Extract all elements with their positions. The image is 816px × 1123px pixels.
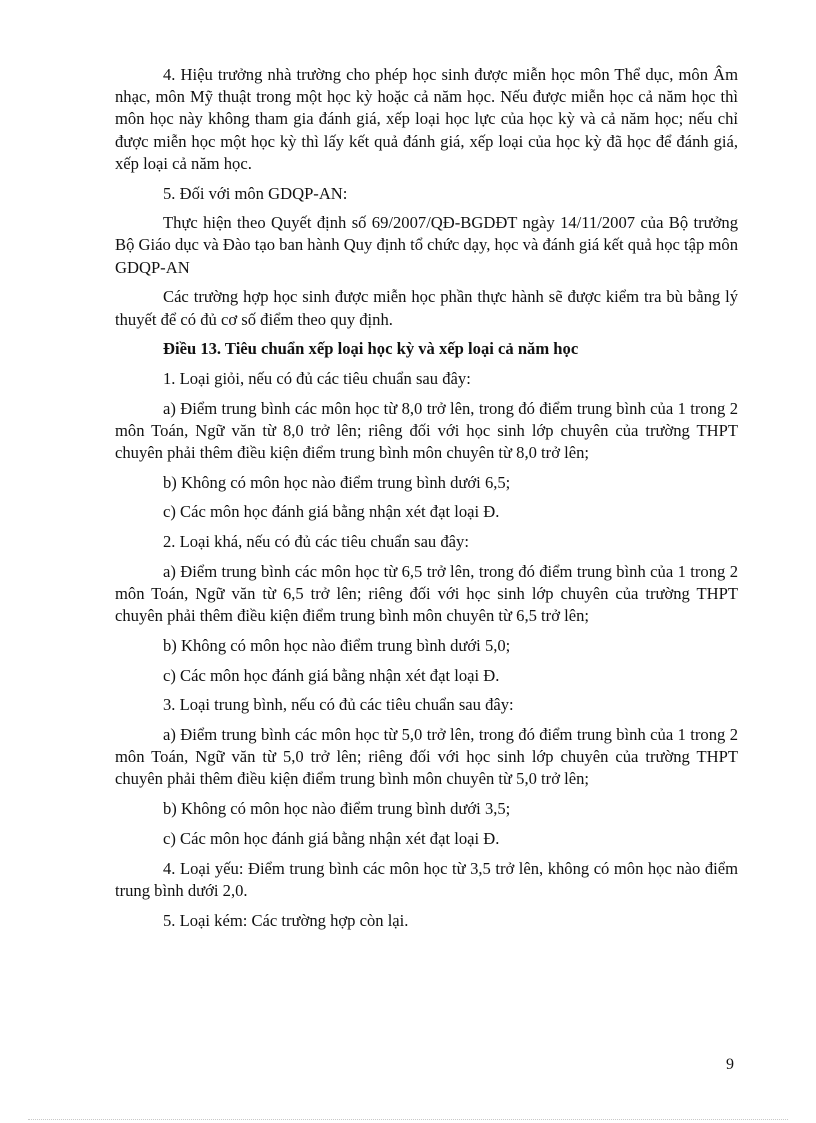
paragraph-weak: 4. Loại yếu: Điểm trung bình các môn học từ 3,5 trở lên, không có môn học nào điểm trung bình dưới 2,0. [115, 858, 738, 900]
paragraph-gdqp-decision: Thực hiện theo Quyết định số 69/2007/QĐ-BGDĐT ngày 14/11/2007 của Bộ trưởng Bộ Giáo dục và Đào tạo ban hành Quy định tổ chức dạy, học và đánh giá kết quả học tập môn GDQP-AN [115, 213, 738, 277]
paragraph-excellent-b: b) Không có môn học nào điểm trung bình dưới 6,5; [163, 472, 511, 492]
paragraph-gdqp-makeup: Các trường hợp học sinh được miễn học phần thực hành sẽ được kiểm tra bù bằng lý thuyết để có đủ cơ số điểm theo quy định. [115, 287, 738, 329]
article-13-heading: Điều 13. Tiêu chuẩn xếp loại học kỳ và xếp loại cả năm học [163, 339, 579, 359]
paragraph-good-criteria: 2. Loại khá, nếu có đủ các tiêu chuẩn sau đây: [163, 532, 469, 552]
paragraph-average-a: a) Điểm trung bình các môn học từ 5,0 trở lên, trong đó điểm trung bình của 1 trong 2 môn Toán, Ngữ văn từ 5,0 trở lên; riêng đối với học sinh lớp chuyên của trường THPT chuyên phải thêm điều kiện điểm trung bình môn chuyên từ 5,0 trở lên; [115, 725, 738, 789]
paragraph-good-a: a) Điểm trung bình các môn học từ 6,5 trở lên, trong đó điểm trung bình của 1 trong 2 môn Toán, Ngữ văn từ 6,5 trở lên; riêng đối với học sinh lớp chuyên của trường THPT chuyên phải thêm điều kiện điểm trung bình môn chuyên từ 6,5 trở lên; [115, 561, 738, 626]
paragraph-gdqp-heading: 5. Đối với môn GDQP-AN: [163, 183, 348, 203]
paragraph-excellent-a: a) Điểm trung bình các môn học từ 8,0 trở lên, trong đó điểm trung bình của 1 trong 2 môn Toán, Ngữ văn từ 8,0 trở lên; riêng đối với học sinh lớp chuyên của trường THPT chuyên phải thêm điều kiện điểm trung bình môn chuyên từ 8,0 trở lên; [115, 398, 738, 463]
paragraph-average-criteria: 3. Loại trung bình, nếu có đủ các tiêu chuẩn sau đây: [163, 695, 514, 715]
paragraph-excellent-criteria: 1. Loại giỏi, nếu có đủ các tiêu chuẩn sau đây: [163, 368, 471, 388]
paragraph-average-c: c) Các môn học đánh giá bằng nhận xét đạt loại Đ. [163, 828, 500, 848]
paragraph-excellent-c: c) Các môn học đánh giá bằng nhận xét đạt loại Đ. [163, 502, 500, 522]
paragraph-good-b: b) Không có môn học nào điểm trung bình dưới 5,0; [163, 635, 511, 655]
page-bottom-divider [28, 1119, 788, 1120]
paragraph-exemption-rule: 4. Hiệu trưởng nhà trường cho phép học sinh được miễn học môn Thể dục, môn Âm nhạc, môn Mỹ thuật trong một học kỳ hoặc cả năm học. Nếu được miễn học cả năm học thì môn học này không tham gia đánh giá, xếp loại học lực của học kỳ và cả năm học; nếu chỉ được miễn học một học kỳ thì lấy kết quả đánh giá, xếp loại của học kỳ đã học để đánh giá, xếp loại cả năm học. [115, 65, 738, 173]
paragraph-poor: 5. Loại kém: Các trường hợp còn lại. [163, 910, 409, 930]
page-number: 9 [726, 1056, 734, 1073]
paragraph-average-b: b) Không có môn học nào điểm trung bình dưới 3,5; [163, 799, 511, 819]
paragraph-good-c: c) Các môn học đánh giá bằng nhận xét đạt loại Đ. [163, 665, 500, 685]
